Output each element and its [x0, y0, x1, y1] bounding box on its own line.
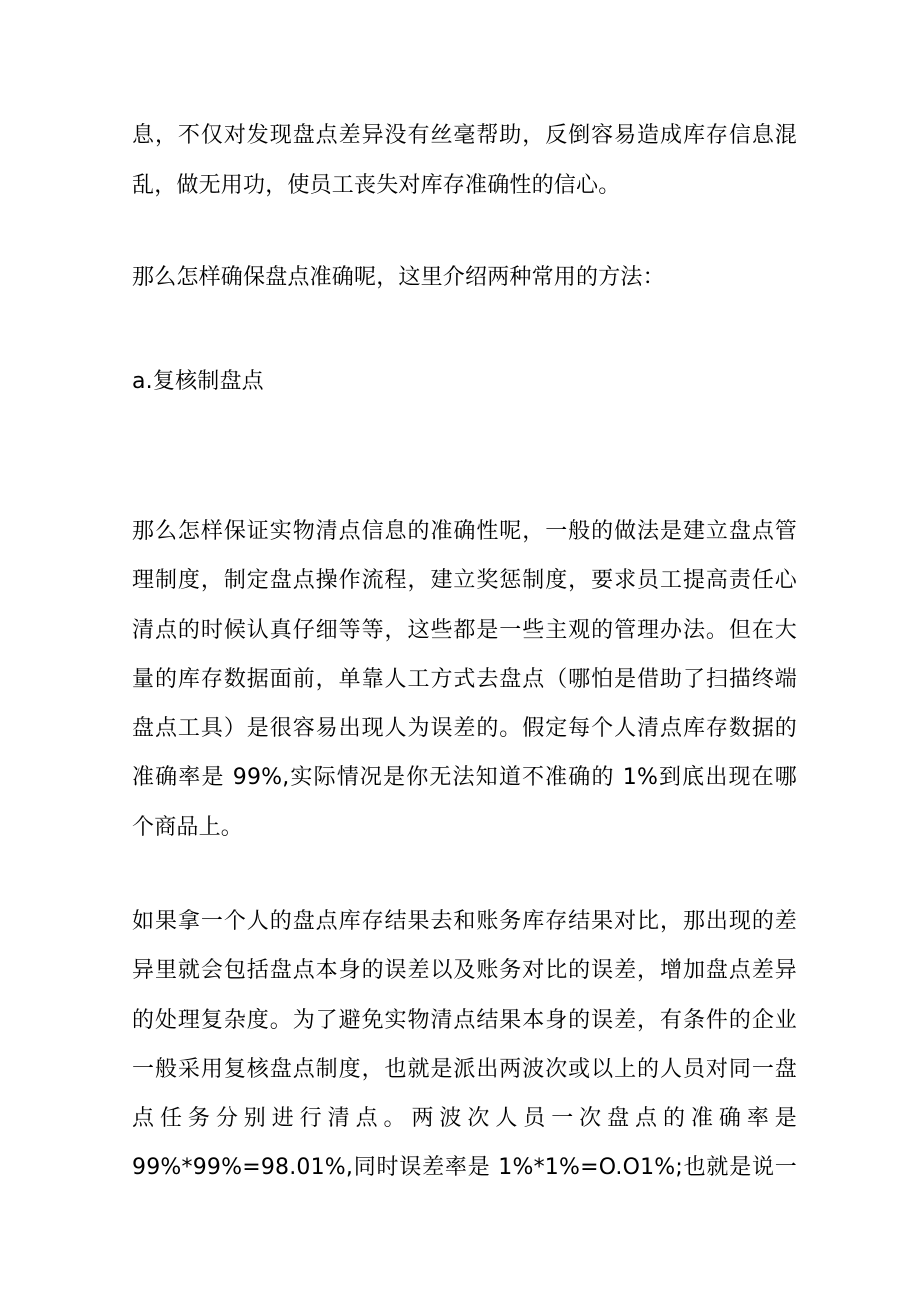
paragraph-1-line-2: 乱，做无用功，使员工丧失对库存准确性的信心。	[132, 173, 621, 198]
paragraph-1-line-1: 息，不仅对发现盘点差异没有丝毫帮助，反倒容易造成库存信息混	[132, 123, 797, 148]
paragraph-3-line-3: 清点的时候认真仔细等等，这些都是一些主观的管理办法。但在大	[132, 618, 797, 643]
paragraph-3-line-2: 理制度，制定盘点操作流程，建立奖惩制度，要求员工提高责任心	[132, 568, 797, 593]
paragraph-3-line-1: 那么怎样保证实物清点信息的准确性呢，一般的做法是建立盘点管	[132, 519, 797, 544]
paragraph-3-line-6: 准确率是 99%,实际情况是你无法知道不准确的 1%到底出现在哪	[132, 765, 797, 790]
paragraph-3-line-4: 量的库存数据面前，单靠人工方式去盘点（哪怕是借助了扫描终端	[132, 667, 797, 692]
paragraph-4-line-3: 的处理复杂度。为了避免实物清点结果本身的误差，有条件的企业	[132, 1008, 797, 1033]
paragraph-4-line-4: 一般采用复核盘点制度，也就是派出两波次或以上的人员对同一盘	[132, 1057, 797, 1082]
paragraph-4-line-2: 异里就会包括盘点本身的误差以及账务对比的误差，增加盘点差异	[132, 958, 797, 983]
paragraph-4-line-6: 99%*99%=98.01%,同时误差率是 1%*1%=O.O1%;也就是说一	[132, 1155, 797, 1180]
paragraph-3-line-5: 盘点工具）是很容易出现人为误差的。假定每个人清点库存数据的	[132, 716, 797, 741]
paragraph-4-line-1: 如果拿一个人的盘点库存结果去和账务库存结果对比，那出现的差	[132, 909, 797, 934]
paragraph-4-line-5: 点任务分别进行清点。两波次人员一次盘点的准确率是	[132, 1106, 797, 1131]
paragraph-3-line-7: 个商品上。	[132, 815, 244, 840]
paragraph-2-line-1: 那么怎样确保盘点准确呢，这里介绍两种常用的方法：	[132, 265, 665, 290]
section-heading: a.复核制盘点	[132, 369, 264, 394]
